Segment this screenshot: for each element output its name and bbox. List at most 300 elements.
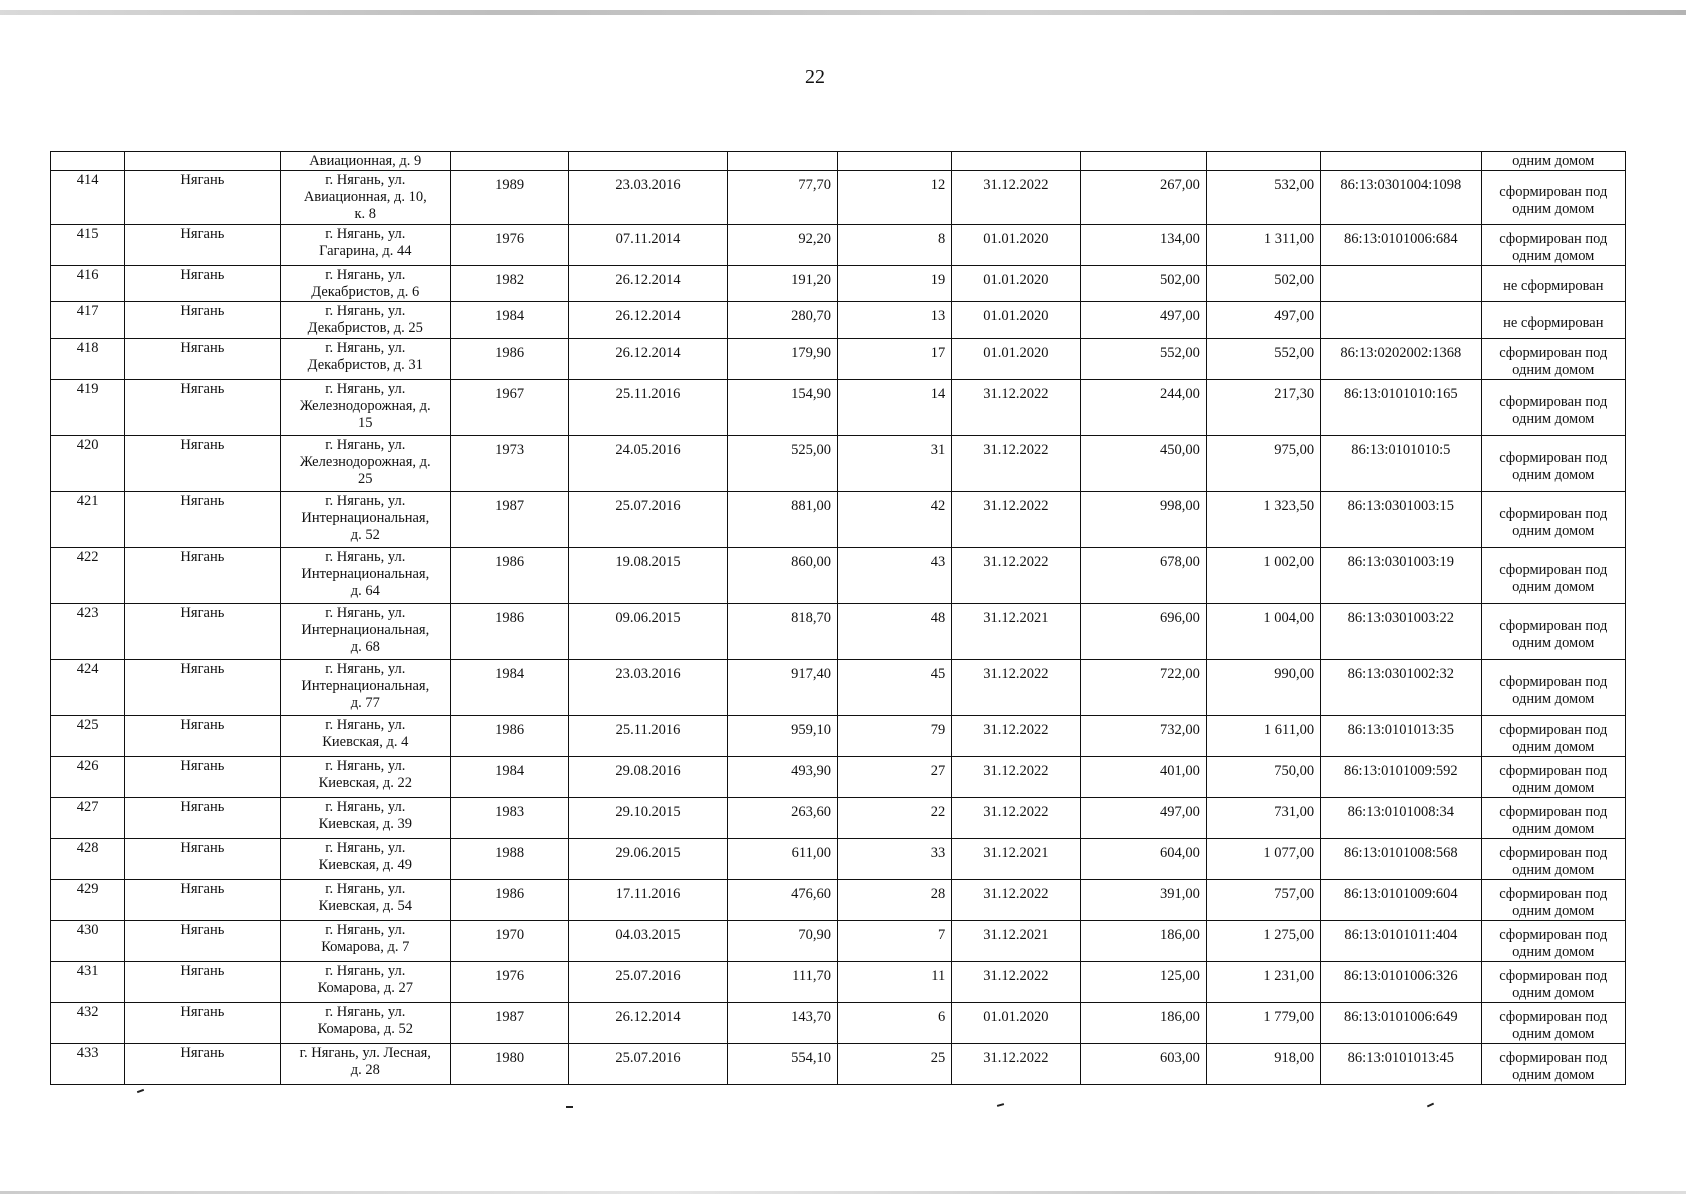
cell-cadastral: 86:13:0101010:5 xyxy=(1321,436,1481,492)
cell-address-line: г. Нягань, ул. xyxy=(325,267,406,283)
cell-area: 881,00 xyxy=(727,492,837,548)
cell-value1: 186,00 xyxy=(1080,921,1206,962)
cell-address-line: 15 xyxy=(358,415,373,431)
table-row xyxy=(51,436,1626,492)
cell-value1: 678,00 xyxy=(1080,548,1206,604)
cell-num: 422 xyxy=(51,548,125,604)
cell-status xyxy=(1481,660,1625,716)
cell-value2: 217,30 xyxy=(1206,380,1320,436)
cell-address xyxy=(280,757,450,798)
cell-date: 17.11.2016 xyxy=(569,880,727,921)
cell-cadastral: 86:13:0101006:684 xyxy=(1321,225,1481,266)
cell-area: 554,10 xyxy=(727,1044,837,1085)
cell-date: 26.12.2014 xyxy=(569,339,727,380)
cell-value1: 604,00 xyxy=(1080,839,1206,880)
cell-year: 1970 xyxy=(451,921,569,962)
cell-address-line: г. Нягань, ул. xyxy=(325,549,406,565)
cell-cadastral: 86:13:0101010:165 xyxy=(1321,380,1481,436)
cell-status xyxy=(1481,1003,1625,1044)
cell-status-line: одним домом xyxy=(1512,362,1595,378)
cell-city: Нягань xyxy=(125,921,280,962)
cell-num: 426 xyxy=(51,757,125,798)
cell-term: 31.12.2022 xyxy=(952,548,1080,604)
cell-address xyxy=(280,1044,450,1085)
cell-date: 25.07.2016 xyxy=(569,1044,727,1085)
cell-year: 1986 xyxy=(451,339,569,380)
cell-value1: 186,00 xyxy=(1080,1003,1206,1044)
cell-status-line: одним домом xyxy=(1512,1067,1595,1083)
cell-address-line: д. 52 xyxy=(350,527,380,543)
cell-area: 154,90 xyxy=(727,380,837,436)
cell-status-line: не сформирован xyxy=(1503,278,1604,294)
cell-area: 70,90 xyxy=(727,921,837,962)
cell-year: 1989 xyxy=(451,171,569,225)
cell-num: 415 xyxy=(51,225,125,266)
table-row xyxy=(51,171,1626,225)
cell-status-line: сформирован под xyxy=(1499,393,1608,410)
cell-status-line: одним домом xyxy=(1512,821,1595,837)
cell-status xyxy=(1481,380,1625,436)
cell-status-line: сформирован под xyxy=(1499,845,1608,861)
cell-count: 7 xyxy=(837,921,951,962)
cell-address-line: Комарова, д. 7 xyxy=(321,939,410,955)
cell-count xyxy=(837,152,951,171)
cell-status: одним домом xyxy=(1481,152,1625,171)
cell-date: 25.07.2016 xyxy=(569,962,727,1003)
cell-value2: 1 323,50 xyxy=(1206,492,1320,548)
cell-cadastral: 86:13:0101006:649 xyxy=(1321,1003,1481,1044)
scan-edge-bottom xyxy=(0,1191,1686,1194)
cell-area: 959,10 xyxy=(727,716,837,757)
cell-area: 111,70 xyxy=(727,962,837,1003)
housing-table xyxy=(50,151,1626,1085)
cell-status xyxy=(1481,962,1625,1003)
cell-city: Нягань xyxy=(125,880,280,921)
cell-value1: 134,00 xyxy=(1080,225,1206,266)
cell-count: 12 xyxy=(837,171,951,225)
cell-status-line: сформирован под xyxy=(1499,673,1608,690)
continuation-row xyxy=(51,152,1626,171)
cell-value2: 497,00 xyxy=(1206,302,1320,339)
cell-address xyxy=(280,380,450,436)
cell-value2: 757,00 xyxy=(1206,880,1320,921)
cell-status-line: сформирован под xyxy=(1499,505,1608,522)
cell-date: 26.12.2014 xyxy=(569,302,727,339)
cell-term: 31.12.2022 xyxy=(952,880,1080,921)
cell-date: 25.11.2016 xyxy=(569,716,727,757)
cell-num: 430 xyxy=(51,921,125,962)
cell-address-line: г. Нягань, ул. xyxy=(325,840,406,856)
cell-status-line: одним домом xyxy=(1512,985,1595,1001)
cell-address-line: г. Нягань, ул. xyxy=(325,881,406,897)
cell-date: 24.05.2016 xyxy=(569,436,727,492)
cell-address: Авиационная, д. 9 xyxy=(280,152,450,171)
cell-city: Нягань xyxy=(125,266,280,302)
cell-value1: 722,00 xyxy=(1080,660,1206,716)
cell-cadastral: 86:13:0301002:32 xyxy=(1321,660,1481,716)
cell-address-line: г. Нягань, ул. xyxy=(325,1004,406,1020)
cell-value1: 391,00 xyxy=(1080,880,1206,921)
scan-edge-top xyxy=(0,10,1686,15)
cell-cadastral: 86:13:0101011:404 xyxy=(1321,921,1481,962)
cell-value2: 1 611,00 xyxy=(1206,716,1320,757)
cell-count: 11 xyxy=(837,962,951,1003)
cell-address-line: г. Нягань, ул. xyxy=(325,661,406,677)
cell-value2: 918,00 xyxy=(1206,1044,1320,1085)
cell-value1: 998,00 xyxy=(1080,492,1206,548)
cell-status-line: сформирован под xyxy=(1499,804,1608,820)
cell-count: 13 xyxy=(837,302,951,339)
cell-area: 611,00 xyxy=(727,839,837,880)
cell-num: 424 xyxy=(51,660,125,716)
cell-status-line: одним домом xyxy=(1512,862,1595,878)
cell-year: 1986 xyxy=(451,604,569,660)
cell-year: 1980 xyxy=(451,1044,569,1085)
cell-value2: 532,00 xyxy=(1206,171,1320,225)
cell-value2: 990,00 xyxy=(1206,660,1320,716)
cell-year: 1984 xyxy=(451,302,569,339)
cell-city: Нягань xyxy=(125,604,280,660)
cell-status-line: сформирован под xyxy=(1499,617,1608,634)
cell-address-line: Комарова, д. 27 xyxy=(317,980,413,996)
cell-count: 19 xyxy=(837,266,951,302)
cell-cadastral: 86:13:0101006:326 xyxy=(1321,962,1481,1003)
cell-status-line: одним домом xyxy=(1512,248,1595,264)
table-row xyxy=(51,302,1626,339)
cell-address-line: Железнодорожная, д. xyxy=(299,398,431,414)
cell-count: 43 xyxy=(837,548,951,604)
cell-num: 414 xyxy=(51,171,125,225)
cell-value2: 750,00 xyxy=(1206,757,1320,798)
cell-date: 19.08.2015 xyxy=(569,548,727,604)
cell-year: 1987 xyxy=(451,1003,569,1044)
cell-address-line: Декабристов, д. 31 xyxy=(307,357,423,373)
cell-term: 31.12.2022 xyxy=(952,1044,1080,1085)
cell-value1: 450,00 xyxy=(1080,436,1206,492)
cell-status-line: одним домом xyxy=(1512,634,1595,651)
cell-num: 417 xyxy=(51,302,125,339)
scan-mark xyxy=(566,1106,573,1108)
cell-city: Нягань xyxy=(125,1003,280,1044)
scan-mark xyxy=(997,1103,1004,1107)
cell-status-line: сформирован под xyxy=(1499,561,1608,578)
cell-num: 427 xyxy=(51,798,125,839)
cell-count: 6 xyxy=(837,1003,951,1044)
cell-cadastral: 86:13:0101008:568 xyxy=(1321,839,1481,880)
cell-num: 418 xyxy=(51,339,125,380)
table-row xyxy=(51,1044,1626,1085)
cell-term: 31.12.2021 xyxy=(952,921,1080,962)
cell-date: 07.11.2014 xyxy=(569,225,727,266)
cell-address-line: Интернациональная, xyxy=(301,622,430,638)
cell-address xyxy=(280,302,450,339)
cell-year: 1976 xyxy=(451,225,569,266)
table-row xyxy=(51,225,1626,266)
cell-cadastral: 86:13:0101008:34 xyxy=(1321,798,1481,839)
cell-status xyxy=(1481,757,1625,798)
page-number: 22 xyxy=(805,66,825,88)
cell-count: 25 xyxy=(837,1044,951,1085)
cell-address-line: г. Нягань, ул. xyxy=(325,303,406,319)
cell-cadastral: 86:13:0101013:35 xyxy=(1321,716,1481,757)
cell-status xyxy=(1481,548,1625,604)
cell-value1: 244,00 xyxy=(1080,380,1206,436)
cell-status xyxy=(1481,798,1625,839)
table-row xyxy=(51,604,1626,660)
cell-date: 29.10.2015 xyxy=(569,798,727,839)
cell-status xyxy=(1481,880,1625,921)
cell-address-line: г. Нягань, ул. xyxy=(325,493,406,509)
cell-term: 31.12.2021 xyxy=(952,604,1080,660)
cell-value1: 497,00 xyxy=(1080,302,1206,339)
cell-num: 421 xyxy=(51,492,125,548)
table-row xyxy=(51,339,1626,380)
cell-date: 26.12.2014 xyxy=(569,1003,727,1044)
cell-year: 1986 xyxy=(451,880,569,921)
cell-date xyxy=(569,152,727,171)
cell-status xyxy=(1481,492,1625,548)
cell-address-line: г. Нягань, ул. xyxy=(325,758,406,774)
cell-count: 28 xyxy=(837,880,951,921)
table-row xyxy=(51,757,1626,798)
cell-city: Нягань xyxy=(125,962,280,1003)
cell-year: 1973 xyxy=(451,436,569,492)
cell-address-line: г. Нягань, ул. Лесная, xyxy=(299,1045,431,1061)
cell-term: 31.12.2022 xyxy=(952,660,1080,716)
cell-value2: 1 002,00 xyxy=(1206,548,1320,604)
cell-value1: 732,00 xyxy=(1080,716,1206,757)
cell-status-line: сформирован под xyxy=(1499,722,1608,738)
cell-status-line: не сформирован xyxy=(1503,314,1604,331)
cell-year: 1986 xyxy=(451,548,569,604)
cell-status-line: одним домом xyxy=(1512,410,1595,427)
cell-date: 29.06.2015 xyxy=(569,839,727,880)
cell-status-line: одним домом xyxy=(1512,1026,1595,1042)
cell-term: 31.12.2022 xyxy=(952,798,1080,839)
cell-address-line: 25 xyxy=(358,471,373,487)
cell-value2: 1 779,00 xyxy=(1206,1003,1320,1044)
table-row xyxy=(51,492,1626,548)
cell-date: 23.03.2016 xyxy=(569,660,727,716)
cell-address-line: Декабристов, д. 6 xyxy=(311,284,420,300)
cell-status xyxy=(1481,302,1625,339)
cell-address xyxy=(280,225,450,266)
cell-value2: 1 311,00 xyxy=(1206,225,1320,266)
table-body xyxy=(51,152,1626,1085)
cell-address-line: г. Нягань, ул. xyxy=(325,605,406,621)
cell-area: 280,70 xyxy=(727,302,837,339)
cell-city: Нягань xyxy=(125,171,280,225)
cell-status xyxy=(1481,604,1625,660)
cell-status-line: сформирован под xyxy=(1499,1009,1608,1025)
cell-term: 31.12.2022 xyxy=(952,171,1080,225)
cell-address-line: Железнодорожная, д. xyxy=(299,454,431,470)
cell-count: 17 xyxy=(837,339,951,380)
cell-status xyxy=(1481,225,1625,266)
cell-address-line: д. 77 xyxy=(350,695,380,711)
cell-city: Нягань xyxy=(125,716,280,757)
cell-year: 1988 xyxy=(451,839,569,880)
cell-term: 01.01.2020 xyxy=(952,1003,1080,1044)
table-row xyxy=(51,716,1626,757)
cell-address xyxy=(280,962,450,1003)
cell-cadastral: 86:13:0101009:604 xyxy=(1321,880,1481,921)
cell-address-line: г. Нягань, ул. xyxy=(325,799,406,815)
cell-area: 143,70 xyxy=(727,1003,837,1044)
cell-address-line: Интернациональная, xyxy=(301,678,430,694)
cell-city: Нягань xyxy=(125,1044,280,1085)
cell-count: 33 xyxy=(837,839,951,880)
cell-address-line: г. Нягань, ул. xyxy=(325,381,406,397)
cell-cadastral xyxy=(1321,302,1481,339)
cell-term: 01.01.2020 xyxy=(952,266,1080,302)
cell-address xyxy=(280,880,450,921)
cell-term xyxy=(952,152,1080,171)
cell-status-line: сформирован под xyxy=(1499,183,1608,200)
cell-num: 423 xyxy=(51,604,125,660)
cell-status-line: сформирован под xyxy=(1499,231,1608,247)
cell-status-line: одним домом xyxy=(1512,578,1595,595)
cell-status-line: одним домом xyxy=(1512,903,1595,919)
cell-address xyxy=(280,660,450,716)
cell-status xyxy=(1481,171,1625,225)
cell-cadastral xyxy=(1321,266,1481,302)
cell-address xyxy=(280,339,450,380)
cell-value2 xyxy=(1206,152,1320,171)
cell-address-line: Киевская, д. 4 xyxy=(322,734,409,750)
cell-count: 79 xyxy=(837,716,951,757)
cell-status xyxy=(1481,339,1625,380)
cell-value1: 401,00 xyxy=(1080,757,1206,798)
cell-address xyxy=(280,1003,450,1044)
cell-status-line: одним домом xyxy=(1512,200,1595,217)
cell-date: 29.08.2016 xyxy=(569,757,727,798)
cell-date: 09.06.2015 xyxy=(569,604,727,660)
cell-address-line: г. Нягань, ул. xyxy=(325,922,406,938)
cell-status-line: одним домом xyxy=(1512,690,1595,707)
cell-address-line: Гагарина, д. 44 xyxy=(319,243,412,259)
cell-area: 263,60 xyxy=(727,798,837,839)
cell-address-line: г. Нягань, ул. xyxy=(325,963,406,979)
cell-year: 1983 xyxy=(451,798,569,839)
cell-address xyxy=(280,266,450,302)
cell-value2: 1 275,00 xyxy=(1206,921,1320,962)
cell-year: 1982 xyxy=(451,266,569,302)
cell-value1 xyxy=(1080,152,1206,171)
cell-cadastral: 86:13:0101013:45 xyxy=(1321,1044,1481,1085)
cell-status-line: одним домом xyxy=(1512,780,1595,796)
cell-date: 25.07.2016 xyxy=(569,492,727,548)
cell-status-line: сформирован под xyxy=(1499,763,1608,779)
cell-term: 31.12.2022 xyxy=(952,757,1080,798)
scan-mark xyxy=(1427,1103,1434,1108)
cell-num: 433 xyxy=(51,1044,125,1085)
cell-status xyxy=(1481,921,1625,962)
cell-address xyxy=(280,492,450,548)
cell-term: 01.01.2020 xyxy=(952,339,1080,380)
cell-status-line: одним домом xyxy=(1512,522,1595,539)
cell-year: 1987 xyxy=(451,492,569,548)
cell-status-line: сформирован под xyxy=(1499,345,1608,361)
cell-address-line: Авиационная, д. 10, xyxy=(303,189,427,205)
cell-city: Нягань xyxy=(125,660,280,716)
cell-cadastral: 86:13:0301003:15 xyxy=(1321,492,1481,548)
cell-city: Нягань xyxy=(125,380,280,436)
cell-city: Нягань xyxy=(125,757,280,798)
cell-address-line: д. 64 xyxy=(350,583,380,599)
cell-status-line: одним домом xyxy=(1512,466,1595,483)
table-row xyxy=(51,880,1626,921)
cell-address-line: Интернациональная, xyxy=(301,510,430,526)
cell-address-line: д. 68 xyxy=(350,639,380,655)
cell-num: 432 xyxy=(51,1003,125,1044)
cell-value2: 1 231,00 xyxy=(1206,962,1320,1003)
cell-num: 420 xyxy=(51,436,125,492)
cell-city: Нягань xyxy=(125,839,280,880)
cell-num: 429 xyxy=(51,880,125,921)
cell-address-line: Киевская, д. 54 xyxy=(318,898,412,914)
cell-address xyxy=(280,921,450,962)
cell-value1: 603,00 xyxy=(1080,1044,1206,1085)
cell-value2: 1 077,00 xyxy=(1206,839,1320,880)
cell-address xyxy=(280,604,450,660)
cell-address xyxy=(280,839,450,880)
cell-term: 01.01.2020 xyxy=(952,225,1080,266)
scan-mark xyxy=(137,1089,144,1093)
cell-value1: 502,00 xyxy=(1080,266,1206,302)
cell-address-line: г. Нягань, ул. xyxy=(325,340,406,356)
cell-count: 45 xyxy=(837,660,951,716)
cell-num xyxy=(51,152,125,171)
cell-address xyxy=(280,798,450,839)
cell-area: 917,40 xyxy=(727,660,837,716)
cell-address-line: г. Нягань, ул. xyxy=(325,437,406,453)
cell-status xyxy=(1481,266,1625,302)
cell-status xyxy=(1481,1044,1625,1085)
cell-value2: 975,00 xyxy=(1206,436,1320,492)
cell-value2: 502,00 xyxy=(1206,266,1320,302)
cell-term: 31.12.2022 xyxy=(952,380,1080,436)
cell-cadastral xyxy=(1321,152,1481,171)
cell-address-line: Киевская, д. 22 xyxy=(318,775,412,791)
cell-value1: 552,00 xyxy=(1080,339,1206,380)
cell-area: 476,60 xyxy=(727,880,837,921)
cell-city: Нягань xyxy=(125,492,280,548)
cell-address-line: г. Нягань, ул. xyxy=(325,226,406,242)
cell-count: 48 xyxy=(837,604,951,660)
cell-address xyxy=(280,171,450,225)
table-row xyxy=(51,548,1626,604)
cell-area: 77,70 xyxy=(727,171,837,225)
cell-cadastral: 86:13:0301003:19 xyxy=(1321,548,1481,604)
cell-area: 860,00 xyxy=(727,548,837,604)
cell-address-line: Киевская, д. 49 xyxy=(318,857,412,873)
table-row xyxy=(51,962,1626,1003)
cell-address-line: г. Нягань, ул. xyxy=(325,717,406,733)
table-row xyxy=(51,266,1626,302)
cell-area: 493,90 xyxy=(727,757,837,798)
cell-status-line: сформирован под xyxy=(1499,886,1608,902)
cell-value1: 696,00 xyxy=(1080,604,1206,660)
cell-value2: 1 004,00 xyxy=(1206,604,1320,660)
cell-city: Нягань xyxy=(125,798,280,839)
cell-status-line: одним домом xyxy=(1512,944,1595,960)
cell-address-line: Киевская, д. 39 xyxy=(318,816,412,832)
cell-num: 425 xyxy=(51,716,125,757)
cell-count: 8 xyxy=(837,225,951,266)
cell-area: 525,00 xyxy=(727,436,837,492)
cell-year: 1984 xyxy=(451,757,569,798)
